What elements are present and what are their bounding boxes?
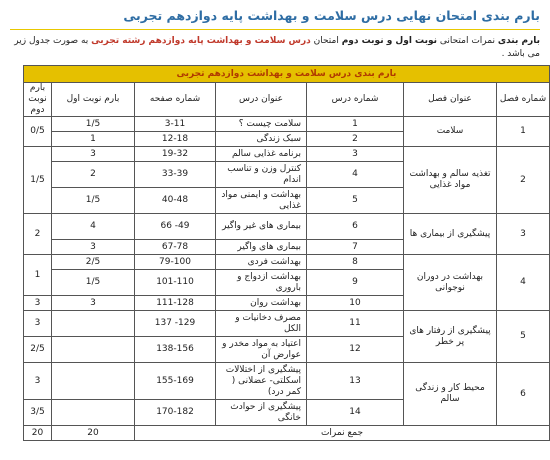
lesson-first-score: 3 xyxy=(52,240,135,255)
table-row xyxy=(24,311,550,337)
chapter-second-score: 0/5 xyxy=(24,117,52,147)
lesson-title: سلامت چیست ؟ xyxy=(216,117,307,132)
lesson-first-score xyxy=(52,337,135,363)
intro-text-3: به صورت جدول زیر می باشد . xyxy=(14,36,540,59)
lesson-first-score: 1/5 xyxy=(52,270,135,296)
title-separator xyxy=(10,29,540,30)
lesson-num: 7 xyxy=(307,240,404,255)
lesson-title: بهداشت فردی xyxy=(216,255,307,270)
lesson-title: اعتیاد به مواد مخدر و عوارض آن xyxy=(216,337,307,363)
chapter-title: بهداشت در دوران نوجوانی xyxy=(404,255,497,311)
lesson-pages: 170-182 xyxy=(135,400,216,426)
chapter-num: 6 xyxy=(497,363,550,426)
table-row xyxy=(24,363,550,400)
lesson-pages: 3-11 xyxy=(135,117,216,132)
lesson-pages: 40-48 xyxy=(135,188,216,214)
chapter-title: سلامت xyxy=(404,117,497,147)
lesson-pages: 49- 66 xyxy=(135,214,216,240)
lesson-pages: 129- 137 xyxy=(135,311,216,337)
intro-text-2: امتحان xyxy=(310,36,342,46)
lesson-pages: 155-169 xyxy=(135,363,216,400)
table-row xyxy=(24,117,550,132)
total-second: 20 xyxy=(24,426,52,441)
lesson-title: بهداشت و ایمنی مواد غذایی xyxy=(216,188,307,214)
table-row xyxy=(24,147,550,162)
lesson-title: پیشگیری از اختلالات اسکلتی- عضلانی ( کمر درد) xyxy=(216,363,307,400)
lesson-pages: 111-128 xyxy=(135,296,216,311)
lesson-second-score: 1 xyxy=(24,255,52,296)
chapter-num: 3 xyxy=(497,214,550,255)
total-row xyxy=(24,426,550,441)
table-caption: بارم بندی درس سلامت و بهداشت دوازدهم تجربی xyxy=(24,66,550,83)
lesson-num: 8 xyxy=(307,255,404,270)
header-chapter-num: شماره فصل xyxy=(497,83,550,117)
lesson-pages: 33-39 xyxy=(135,162,216,188)
chapter-second-score: 2 xyxy=(24,214,52,255)
lesson-title: کنترل وزن و تناسب اندام xyxy=(216,162,307,188)
lesson-title: مصرف دخانیات و الکل xyxy=(216,311,307,337)
lesson-first-score: 1 xyxy=(52,132,135,147)
chapter-num: 2 xyxy=(497,147,550,214)
lesson-first-score: 1/5 xyxy=(52,188,135,214)
lesson-num: 5 xyxy=(307,188,404,214)
header-lesson-num: شماره درس xyxy=(307,83,404,117)
chapter-title: پیشگیری از رفتار های پر خطر xyxy=(404,311,497,363)
intro-highlight: درس سلامت و بهداشت پایه دوازدهم رشته تجربی xyxy=(91,36,311,46)
lesson-second-score: 3 xyxy=(24,296,52,311)
lesson-pages: 101-110 xyxy=(135,270,216,296)
lesson-num: 6 xyxy=(307,214,404,240)
header-second-term: بارم نوبت دوم xyxy=(24,83,52,117)
lesson-first-score xyxy=(52,311,135,337)
lesson-pages: 19-32 xyxy=(135,147,216,162)
chapter-second-score: 1/5 xyxy=(24,147,52,214)
total-first: 20 xyxy=(52,426,135,441)
table-caption-row xyxy=(24,66,550,83)
chapter-title: محیط کار و زندگی سالم xyxy=(404,363,497,426)
chapter-title: تغذیه سالم و بهداشت مواد غذایی xyxy=(404,147,497,214)
header-first-term: بارم نوبت اول xyxy=(52,83,135,117)
lesson-num: 13 xyxy=(307,363,404,400)
table-row xyxy=(24,255,550,270)
chapter-title: پیشگیری از بیماری ها xyxy=(404,214,497,255)
lesson-pages: 79-100 xyxy=(135,255,216,270)
lesson-num: 3 xyxy=(307,147,404,162)
score-table xyxy=(23,65,550,441)
chapter-num: 4 xyxy=(497,255,550,311)
lesson-title: بیماری های واگیر xyxy=(216,240,307,255)
lesson-num: 14 xyxy=(307,400,404,426)
intro-paragraph xyxy=(0,35,550,61)
lesson-num: 9 xyxy=(307,270,404,296)
lesson-title: برنامه غذایی سالم xyxy=(216,147,307,162)
lesson-title: بهداشت روان xyxy=(216,296,307,311)
page-title: بارم بندی امتحان نهایی درس سلامت و بهداشت پایه دوازدهم تجربی xyxy=(123,8,540,23)
lesson-first-score xyxy=(52,400,135,426)
lesson-num: 1 xyxy=(307,117,404,132)
lesson-first-score: 4 xyxy=(52,214,135,240)
lesson-first-score: 2/5 xyxy=(52,255,135,270)
lesson-pages: 67-78 xyxy=(135,240,216,255)
chapter-num: 5 xyxy=(497,311,550,363)
lesson-pages: 12-18 xyxy=(135,132,216,147)
header-lesson-title: عنوان درس xyxy=(216,83,307,117)
chapter-num: 1 xyxy=(497,117,550,147)
table-row xyxy=(24,214,550,240)
lesson-num: 10 xyxy=(307,296,404,311)
lesson-first-score: 1/5 xyxy=(52,117,135,132)
header-chapter-title: عنوان فصل xyxy=(404,83,497,117)
lesson-num: 2 xyxy=(307,132,404,147)
intro-text-1: نمرات امتحانی xyxy=(437,36,498,46)
lesson-title: سبک زندگی xyxy=(216,132,307,147)
lesson-title: بیماری های غیر واگیر xyxy=(216,214,307,240)
lesson-first-score: 3 xyxy=(52,147,135,162)
lesson-second-score: 2/5 xyxy=(24,337,52,363)
lesson-title: پیشگیری از حوادث خانگی xyxy=(216,400,307,426)
lesson-num: 12 xyxy=(307,337,404,363)
total-label: جمع نمرات xyxy=(135,426,550,441)
lesson-second-score: 3 xyxy=(24,311,52,337)
lesson-second-score: 3 xyxy=(24,363,52,400)
lesson-first-score: 3 xyxy=(52,296,135,311)
intro-bold-2: نوبت اول و نوبت دوم xyxy=(341,36,437,46)
lesson-first-score xyxy=(52,363,135,400)
lesson-second-score: 3/5 xyxy=(24,400,52,426)
lesson-num: 11 xyxy=(307,311,404,337)
lesson-first-score: 2 xyxy=(52,162,135,188)
table-header-row xyxy=(24,83,550,117)
intro-bold-1: بارم بندی xyxy=(497,36,540,46)
lesson-title: بهداشت ازدواج و باروری xyxy=(216,270,307,296)
lesson-num: 4 xyxy=(307,162,404,188)
lesson-pages: 138-156 xyxy=(135,337,216,363)
header-pages: شماره صفحه xyxy=(135,83,216,117)
